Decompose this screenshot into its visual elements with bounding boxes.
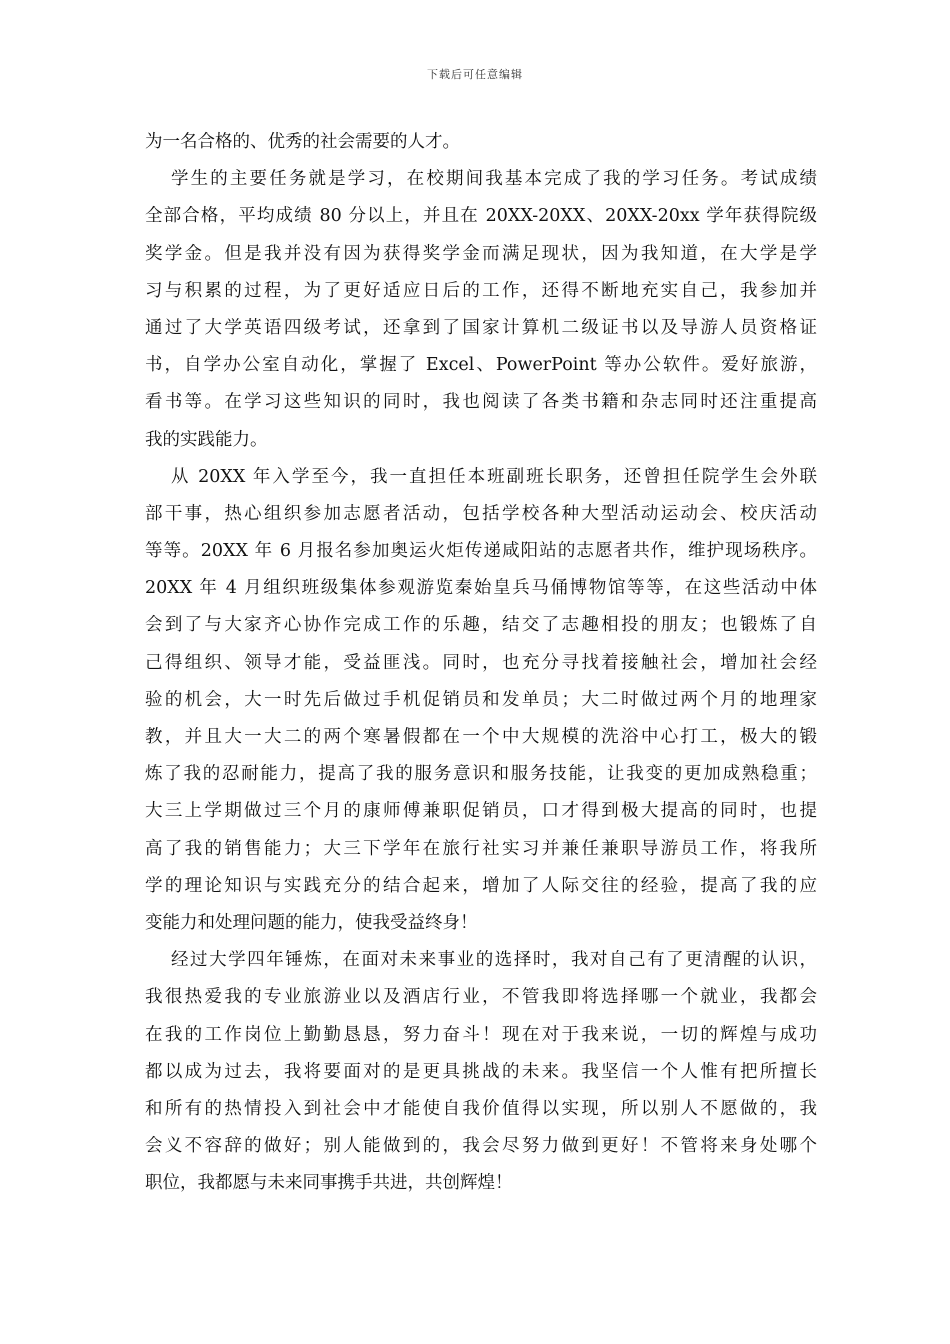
text-line: 和所有的热情投入到社会中才能使自我价值得以实现，所以别人不愿做的，我	[145, 1098, 817, 1119]
text-line: 高了我的销售能力；大三下学年在旅行社实习并兼任兼职导游员工作，将我所	[145, 838, 817, 859]
paragraph	[145, 124, 817, 161]
text-line: 习与积累的过程，为了更好适应日后的工作，还得不断地充实自己，我参加并	[145, 280, 817, 301]
text-line: 学生的主要任务就是学习，在校期间我基本完成了我的学习任务。考试成绩	[171, 169, 817, 190]
text-line: 都以成为过去，我将要面对的是更具挑战的未来。我坚信一个人惟有把所擅长	[145, 1061, 817, 1082]
text-line: 职位，我都愿与未来同事携手共进，共创辉煌！	[145, 1173, 513, 1194]
text-line: 书，自学办公室自动化，掌握了 Excel、PowerPoint 等办公软件。爱好旅游，	[145, 355, 817, 376]
text-line: 在我的工作岗位上勤勤恳恳，努力奋斗！现在对于我来说，一切的辉煌与成功	[145, 1024, 817, 1045]
text-line: 变能力和处理问题的能力，使我受益终身！	[145, 912, 478, 933]
text-line: 经过大学四年锤炼，在面对未来事业的选择时，我对自己有了更清醒的认识，	[171, 950, 817, 971]
text-line: 炼了我的忍耐能力，提高了我的服务意识和服务技能，让我变的更加成熟稳重；	[145, 764, 817, 785]
text-line: 等等。20XX 年 6 月报名参加奥运火炬传递咸阳站的志愿者共作，维护现场秩序。	[145, 541, 817, 562]
document-body	[145, 124, 817, 1202]
text-line: 全部合格，平均成绩 80 分以上，并且在 20XX-20XX、20XX-20xx 学年获得院级	[145, 206, 817, 227]
text-line: 奖学金。但是我并没有因为获得奖学金而满足现状，因为我知道，在大学是学	[145, 243, 817, 264]
paragraph	[145, 161, 817, 459]
text-line: 验的机会，大一时先后做过手机促销员和发单员；大二时做过两个月的地理家	[145, 689, 817, 710]
text-line: 20XX 年 4 月组织班级集体参观游览秦始皇兵马俑博物馆等等，在这些活动中体	[145, 578, 817, 599]
text-line: 我的实践能力。	[145, 429, 268, 450]
text-line: 己得组织、领导才能，受益匪浅。同时，也充分寻找着接触社会，增加社会经	[145, 652, 817, 673]
page-header: 下载后可任意编辑	[427, 68, 523, 81]
paragraph	[145, 459, 817, 942]
paragraph	[145, 942, 817, 1202]
text-line: 会到了与大家齐心协作完成工作的乐趣，结交了志趣相投的朋友；也锻炼了自	[145, 615, 817, 636]
text-line: 看书等。在学习这些知识的同时，我也阅读了各类书籍和杂志同时还注重提高	[145, 392, 817, 413]
text-line: 学的理论知识与实践充分的结合起来，增加了人际交往的经验，提高了我的应	[145, 875, 817, 896]
text-line: 为一名合格的、优秀的社会需要的人才。	[145, 132, 460, 152]
text-line: 教，并且大一大二的两个寒暑假都在一个中大规模的洗浴中心打工，极大的锻	[145, 727, 817, 747]
text-line: 我很热爱我的专业旅游业以及酒店行业，不管我即将选择哪一个就业，我都会	[145, 987, 817, 1008]
text-line: 大三上学期做过三个月的康师傅兼职促销员，口才得到极大提高的同时，也提	[145, 801, 817, 822]
text-line: 会义不容辞的做好；别人能做到的，我会尽努力做到更好！不管将来身处哪个	[145, 1136, 817, 1157]
text-line: 部干事，热心组织参加志愿者活动，包括学校各种大型活动运动会、校庆活动	[145, 503, 817, 524]
text-line: 从 20XX 年入学至今，我一直担任本班副班长职务，还曾担任院学生会外联	[171, 466, 817, 487]
text-line: 通过了大学英语四级考试，还拿到了国家计算机二级证书以及导游人员资格证	[145, 317, 817, 338]
